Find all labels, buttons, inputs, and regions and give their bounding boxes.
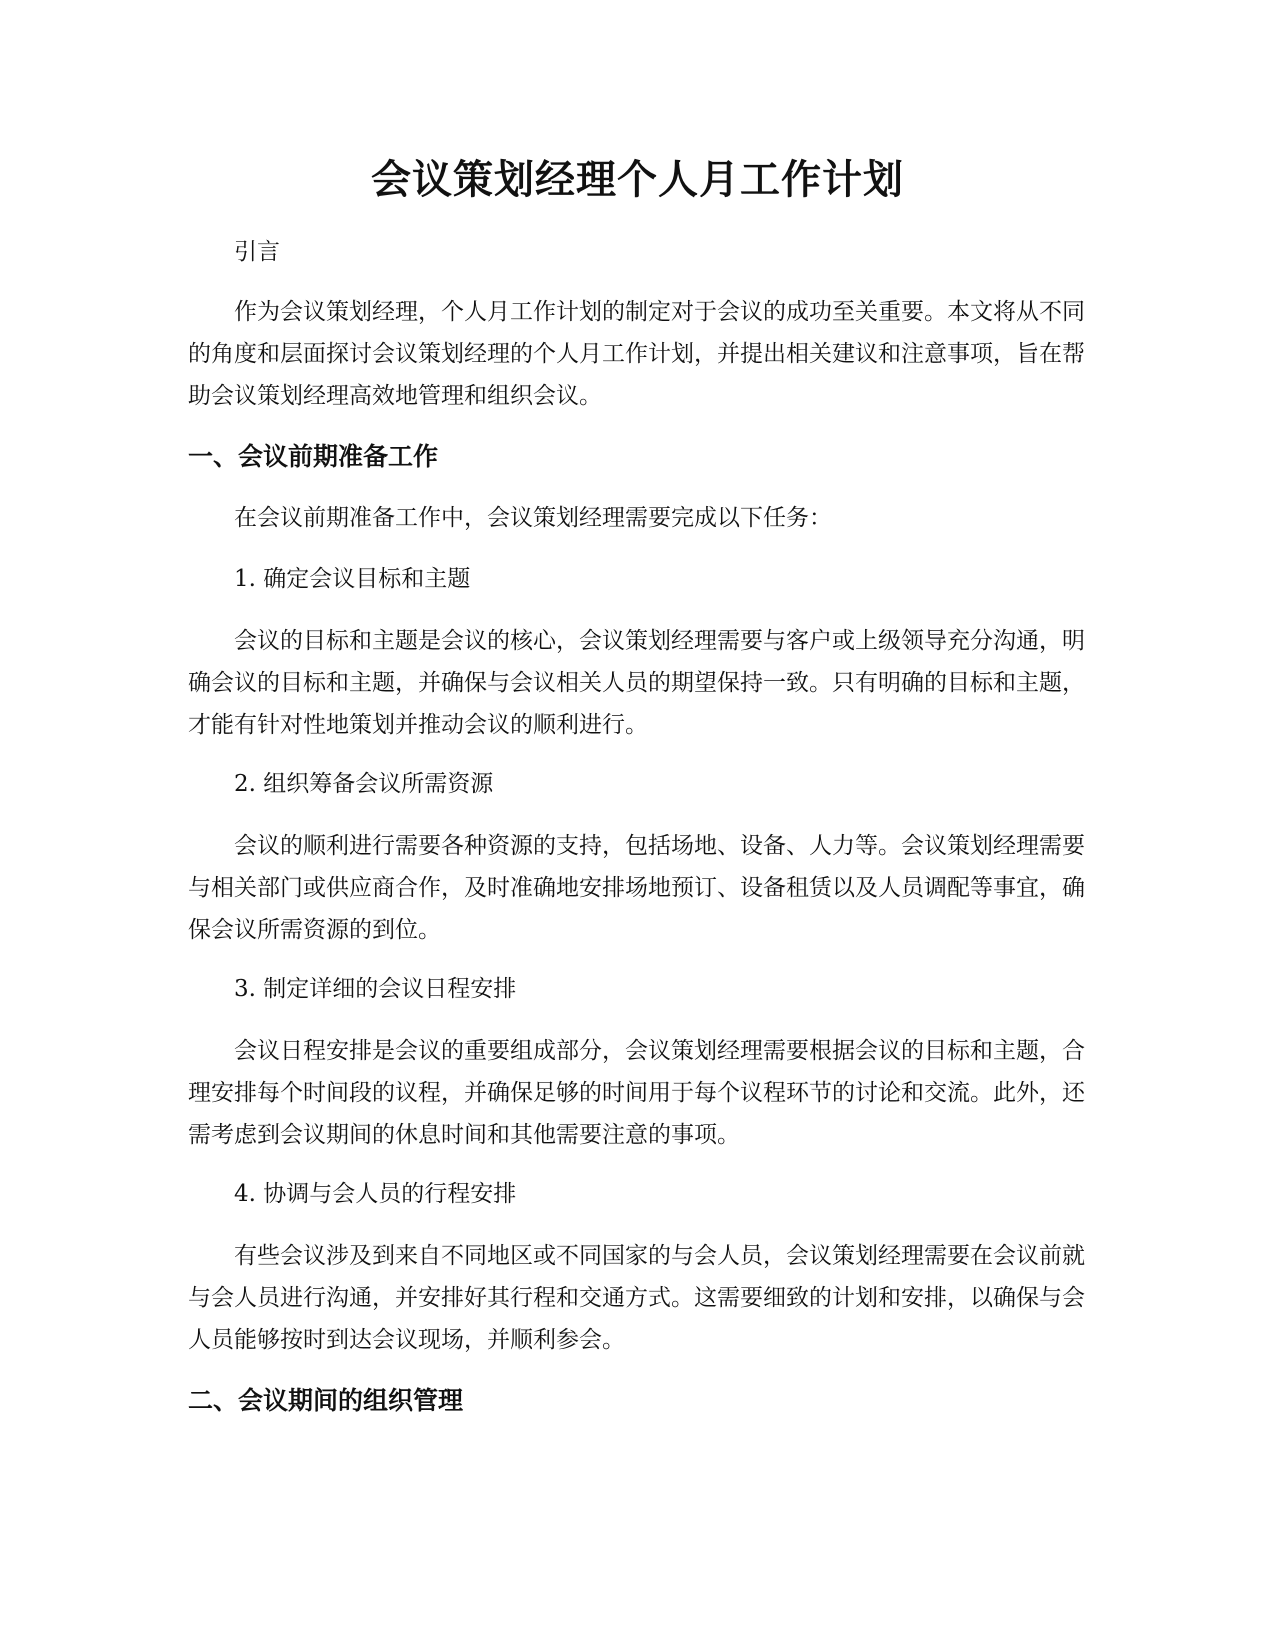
item-1-title: 1. 确定会议目标和主题 <box>234 566 471 592</box>
intro-label: 引言 <box>234 239 280 265</box>
section-2-heading: 二、会议期间的组织管理 <box>188 1386 464 1415</box>
item-3-title: 3. 制定详细的会议日程安排 <box>234 976 517 1002</box>
section-1-heading: 一、会议前期准备工作 <box>188 442 439 471</box>
item-1-body: 会议的目标和主题是会议的核心，会议策划经理需要与客户或上级领导充分沟通，明确会议的目标和主题，并确保与会议相关人员的期望保持一致。只有明确的目标和主题，才能有针对性地策划并推动会议的顺利进行。 <box>188 628 1085 738</box>
document-title: 会议策划经理个人月工作计划 <box>371 157 904 203</box>
section-1-lead: 在会议前期准备工作中，会议策划经理需要完成以下任务： <box>234 505 832 531</box>
intro-paragraph: 作为会议策划经理，个人月工作计划的制定对于会议的成功至关重要。本文将从不同的角度和层面探讨会议策划经理的个人月工作计划，并提出相关建议和注意事项，旨在帮助会议策划经理高效地管理和组织会议。 <box>188 299 1085 409</box>
item-2-title: 2. 组织筹备会议所需资源 <box>234 771 494 797</box>
item-4-title: 4. 协调与会人员的行程安排 <box>234 1181 517 1207</box>
item-4-body: 有些会议涉及到来自不同地区或不同国家的与会人员，会议策划经理需要在会议前就与会人员进行沟通，并安排好其行程和交通方式。这需要细致的计划和安排，以确保与会人员能够按时到达会议现场，并顺利参会。 <box>188 1243 1085 1353</box>
item-3-body: 会议日程安排是会议的重要组成部分，会议策划经理需要根据会议的目标和主题，合理安排每个时间段的议程，并确保足够的时间用于每个议程环节的讨论和交流。此外，还需考虑到会议期间的休息时间和其他需要注意的事项。 <box>188 1038 1085 1148</box>
item-2-body: 会议的顺利进行需要各种资源的支持，包括场地、设备、人力等。会议策划经理需要与相关部门或供应商合作，及时准确地安排场地预订、设备租赁以及人员调配等事宜，确保会议所需资源的到位。 <box>188 833 1085 943</box>
